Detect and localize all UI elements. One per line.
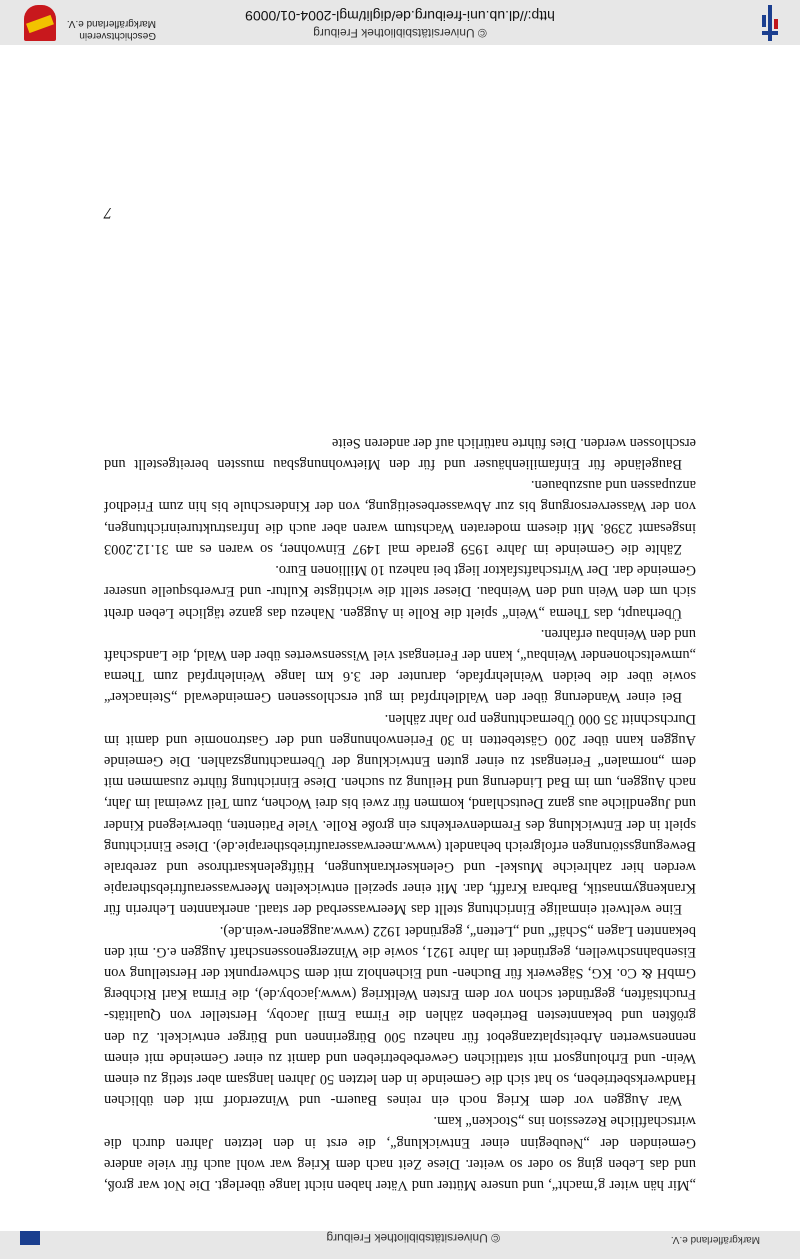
page-footer — [0, 0, 800, 45]
footer-organization — [64, 17, 156, 41]
org-name-line2: Markgräflerland e.V. — [66, 18, 156, 29]
paragraph: Bei einer Wanderung über den Waldlehrpfad im gut erschlossenen Gemeindewald „Steinacker“ sowie über die beiden Weinlehrpfade, darunter der 3.6 km lange Weinlehrpfad zum Thema „umweltschonender Weinbau“, kann der Feriengast viel Wissenswertes über den Wald, die Landschaft und den Weinbau erfahren. — [104, 625, 696, 706]
footer-url[interactable]: http://dl.ub.uni-freiburg.de/diglit/mgl-2004-01/0009 — [245, 8, 555, 24]
stub-logo-icon — [20, 1231, 40, 1245]
paragraph: Überhaupt, das Thema „Wein“ spielt die Rolle in Auggen. Nahezu das ganze tägliche Leben dreht sich um den Wein und den Weinbau. Dieser stellt die wichtigste Kultur- und Erwerbsquelle unserer Gemeinde dar. Der Wirtschaftsfaktor liegt bei nahezu 10 Millionen Euro. — [104, 562, 696, 621]
body-text — [104, 432, 696, 1195]
previous-page-strip — [0, 1231, 800, 1259]
coat-of-arms-icon — [16, 3, 56, 41]
stub-copyright: © Universitätsbibliothek Freiburg — [326, 1231, 500, 1245]
paragraph: Baugelände für Einfamilienhäuser und für den Mietwohnungsbau mussten bereitgestellt und erschlossen werden. Dies führte natürlich auf der anderen Seite — [104, 434, 696, 473]
paragraph: „Mir hän witer g’macht“, und unsere Mütter und Väter haben nicht lange überlegt. Die Not war groß, und das Leben ging so oder so weiter. Diese Zeit nach dem Krieg war wohl auch für viele andere Gemeinden der „Neubeginn einer Entwicklung“, die erst in den letzten Jahren durch die wirtschaftliche Rezession ins „Stocken“ kam. — [104, 1113, 696, 1193]
paragraph: Eine weltweit einmalige Einrichtung stellt das Meerwasserbad der staatl. anerkannten Lehrerin für Krankengymnastik, Barbara Krafft, dar. Mit einer speziell entwickelten Meerwasserauftriebstherapie werden hier zahlreiche Muskel- und Gelenkserkrankungen, Hüftgelenksarthrose und zerebrale Bewegungsstörungen erfolgreich behandelt (www.meerwasserauftriebstherapie.de). Diese Einrichtung spielt in der Entwicklung des Fremdenverkehrs ein große Rolle. Viele Patienten, überwiegend Kinder und Jugendliche aus ganz Deutschland, kommen für zwei bis drei Wochen, zum Teil zweimal im Jahr, nach Auggen, um im Bad Linderung und Heilung zu suchen. Diese Einrichtung führte zusammen mit dem „normalen“ Feriengast zu einer guten Entwicklung der Übernachtungszahlen. Die Gemeinde Auggen kann über 200 Gästebetten in 30 Ferienwohnungen und der Gastronomie und damit im Durchschnitt 35 000 Übernachtungen pro Jahr zählen. — [104, 710, 696, 918]
stub-org-name: Markgräflerland e.V. — [670, 1234, 760, 1245]
previous-page-footer-stub — [0, 1231, 800, 1245]
footer-copyright: © Universitätsbibliothek Freiburg — [313, 26, 487, 40]
page-number: 7 — [104, 204, 112, 221]
org-name-line1: Geschichtsverein — [79, 30, 156, 41]
paragraph: War Auggen vor dem Krieg noch ein reines Bauern- und Winzerdorf mit den üblichen Handwerksbetrieben, so hat sich die Gemeinde in den letzten 50 Jahren langsam aber stetig zu einem Wein- und Erholungsort mit stattlichen Gewerbebetrieben und damit zu einer Gemeinde mit einem nennenswerten Arbeitsplatzangebot für nahezu 500 Bürgerinnen und Bürger entwickelt. Zu den größten und bekanntesten Betrieben zählen die Firma Emil Jacoby, Hersteller von Qualitäts-Fruchtsäften, gegründet schon vor dem Ersten Weltkrieg (www.jacoby.de), die Firma Karl Richberg GmbH & Co. KG, Sägewerk für Buchen- und Eichenholz mit dem Schwerpunkt der Herstellung von Eisenbahnschwellen, gegründet im Jahre 1921, sowie die Winzergenossenschaft Auggen e.G. mit den bekannten Lagen „Schäf“ und „Letten“, gegründet 1922 (www.auggener-wein.de). — [104, 922, 696, 1109]
document-page — [0, 45, 800, 1231]
paragraph: Zählte die Gemeinde im Jahre 1959 gerade mal 1497 Einwohner, so waren es am 31.12.2003 insgesamt 2398. Mit diesem moderaten Wachstum waren aber auch die Infrastruktureinrichtungen, von der Wasserversorgung bis zur Abwasserbeseitigung, von der Kinderschule bis hin zum Friedhof anzupassen und auszubauen. — [104, 477, 696, 557]
